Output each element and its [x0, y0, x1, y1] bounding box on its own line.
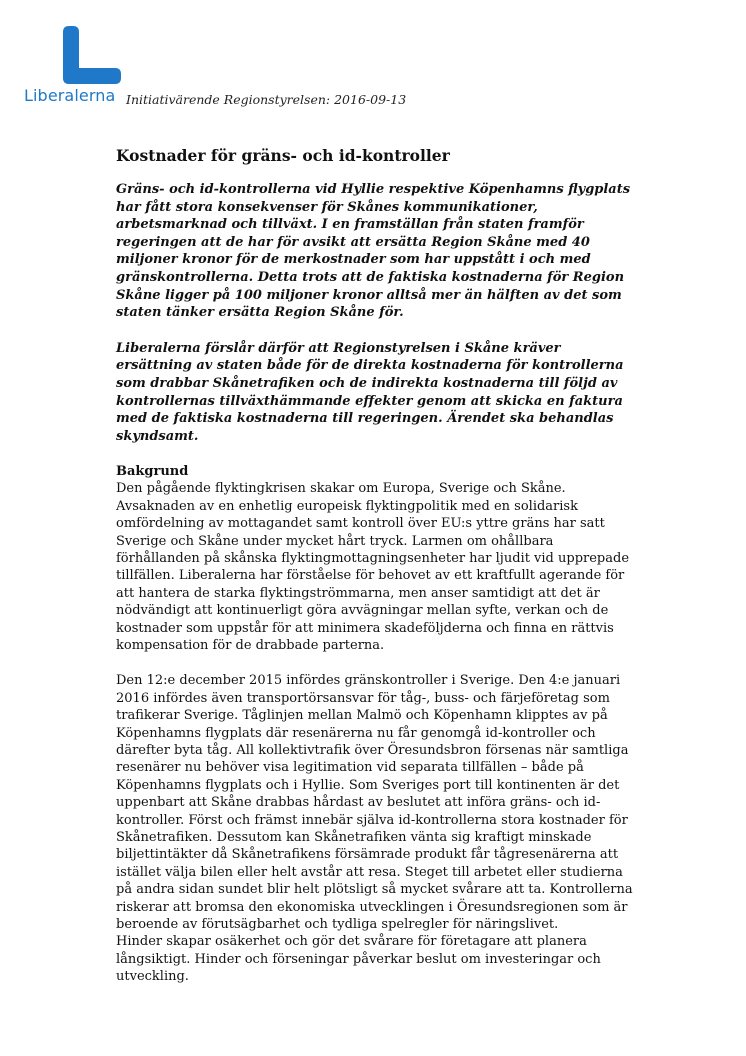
lead-paragraph: Liberalerna förslår därför att Regionstyrelsen i Skåne kräver ersättning av staten både för de direkta kostnaderna för kontrollerna som drabbar Skånetrafiken och de indirekta kostnaderna till följd av kontrollernas tillväxthämmande effekter genom att skicka en faktura med de faktiska kostnaderna till regeringen. Ärendet ska behandlas skyndsamt.: [116, 340, 624, 444]
lead-paragraph: Gräns- och id-kontrollerna vid Hyllie respektive Köpenhamns flygplats har fått stora konsekvenser för Skånes kommunikationer, arbetsmarknad och tillväxt. I en framställan från staten framför regeringen att de har för avsikt att ersätta Region Skåne med 40 miljoner kronor för de merkostnader som har uppstått i och med gränskontrollerna. Detta trots att de faktiska kostnaderna för Region Skåne ligger på 100 miljoner kronor alltså mer än hälften av det som staten tänker ersätta Region Skåne för.: [116, 182, 631, 321]
body-paragraph: Den 12:e december 2015 infördes gränskontroller i Sverige. Den 4:e januari 2016 infördes även transportörsansvar för tåg-, buss- och färjeföretag som trafikerar Sverige. Tåglinjen mellan Malmö och Köpenhamn klipptes av på Köpenhamns flygplats där resenärerna nu får genomgå id-kontroller och därefter byta tåg. All kollektivtrafik över Öresundsbron försenas när samtliga resenärer nu behöver visa legitimation vid separata tillfällen – både på Köpenhamns flygplats och i Hyllie. Som Sveriges port till kontinenten är det uppenbart att Skåne drabbas hårdast av beslutet att införa gräns- och id-kontroller. Först och främst innebär själva id-kontrollerna stora kostnader för Skånetrafiken. Dessutom kan Skånetrafiken vänta sig kraftigt minskade biljettintäkter då Skånetrafikens försämrade produkt får tågresenärerna att istället välja bilen eller helt avstår att resa. Steget till arbetet eller studierna på andra sidan sundet blir helt plötsligt så mycket svårare att ta. Kontrollerna riskerar att bromsa den ekonomiska utvecklingen i Öresundsregionen som är beroende av förutsägbarhet och tydliga spelregler för näringslivet.: [116, 673, 633, 933]
body-paragraph: Den pågående flyktingkrisen skakar om Europa, Sverige och Skåne. Avsaknaden av en enhetlig europeisk flyktingpolitik med en solidarisk omfördelning av mottagandet samt kontroll över EU:s yttre gräns har satt Sverige och Skåne under mycket hårt tryck. Larmen om ohållbara förhållanden på skånska flyktingmottagningsenheter har ljudit vid upprepade tillfällen. Liberalerna har förståelse för behovet av ett kraftfullt agerande för att hantera de starka flyktingströmmarna, men anser samtidigt att det är nödvändigt att kontinuerligt göra avvägningar mellan syfte, verkan och de kostnader som uppstår för att minimera skadeföljderna och finna en rättvis kompensation för de drabbade parterna.: [116, 481, 630, 653]
document-title: Kostnader för gräns- och id-kontroller: [116, 146, 450, 165]
document-body: [116, 146, 636, 986]
logo-wordmark: Liberalerna: [24, 86, 116, 105]
header-date-line: Initiativärende Regionstyrelsen: 2016-09-13: [126, 92, 407, 107]
body-paragraph: Hinder skapar osäkerhet och gör det svårare för företagare att planera långsiktigt. Hinder och förseningar påverkar beslut om investeringar och utveckling.: [116, 934, 601, 985]
section-heading: Bakgrund: [116, 464, 189, 480]
liberalerna-l-logo-icon: [62, 26, 122, 86]
liberalerna-logo: [24, 26, 128, 110]
